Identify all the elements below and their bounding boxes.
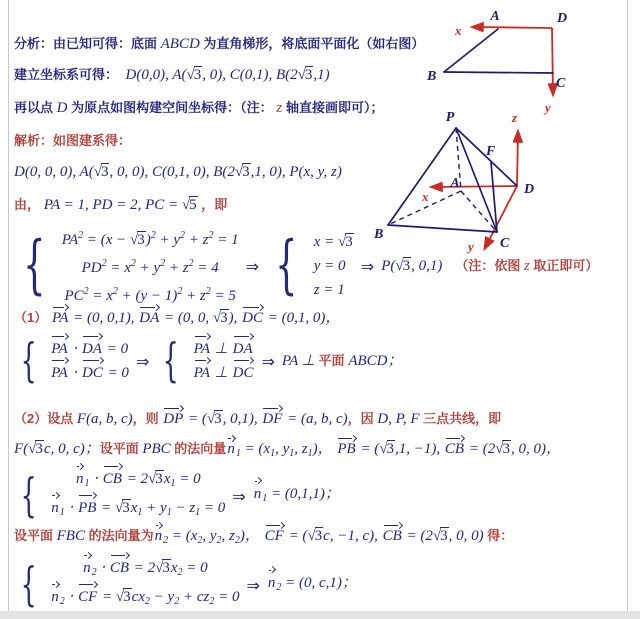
dot-product-group xyxy=(50,337,129,385)
implies-arrow: ⇒ xyxy=(135,351,150,371)
implies-arrow: ⇒ xyxy=(232,486,246,506)
distance-conditions-line: 由， PA = 1, PD = 2, PC = √5 ，即 xyxy=(14,197,228,213)
pa-perp-plane-result: PA ⊥ 平面 ABCD； xyxy=(281,353,403,369)
label-c-2d: C xyxy=(556,76,566,91)
left-brace: { xyxy=(275,228,298,303)
hidden-edge-ac xyxy=(461,191,497,232)
point-p-result: P(√3, 0,1) xyxy=(381,258,443,274)
z-positive-note: （注：依图 z 取正即可） xyxy=(455,258,599,274)
label-b-2d: B xyxy=(427,69,437,84)
build-axes-note-line: 再以点 D 为原点如图构建空间坐标得：（注： z 轴直接画即可）； xyxy=(14,100,384,116)
solution-x: x = √3 xyxy=(313,234,353,250)
label-c-3d: C xyxy=(500,236,510,251)
left-brace: { xyxy=(20,557,37,612)
solution-group-xyz xyxy=(314,230,354,302)
edge-bc-2d xyxy=(444,72,553,73)
edge-bc xyxy=(388,225,497,232)
normal-vector-n1-line: F(√3c, 0, c)；设平面 PBC 的法向量n1 = (x1, y1, z1)， PB = (√3,1, −1), CB = (2√3, 0, 0)， xyxy=(14,441,561,459)
implies-arrow: ⇒ xyxy=(261,351,275,371)
n1-dot-pb: n1 ⋅ PB = √3x1 + y1 − z1 = 0 xyxy=(50,496,225,525)
z-axis-label-3d: z xyxy=(512,110,518,125)
dot-pa-da: PA ⋅ DA = 0 xyxy=(50,337,128,361)
y-axis-2d xyxy=(552,28,553,94)
label-b-3d: B xyxy=(374,227,384,242)
label-a-3d: A xyxy=(450,176,460,191)
dot-pa-dc: PA ⋅ DC = 0 xyxy=(50,361,129,385)
n1-result: n1 = (0,1,1)； xyxy=(253,482,340,511)
n2-dot-cf: n2 ⋅ CF = √3cx2 − y2 + cz2 = 0 xyxy=(50,585,239,614)
left-brace: { xyxy=(23,228,46,303)
analysis-line: 分析：由已知可得：底面 ABCD 为直角梯形，将底面平面化（如右图） xyxy=(14,36,425,52)
part2-collinear-line: （2）设点 F(a, b, c)，则 DP = (√3, 0,1), DF = (a, b, c)，因 D, P, F 三点共线，即 xyxy=(14,408,501,430)
n2-result: n2 = (0, c,1)； xyxy=(267,571,357,600)
x-axis-2d xyxy=(473,27,552,28)
solution-z: z = 1 xyxy=(313,282,345,298)
perp-pa-da: PA ⊥ DA xyxy=(193,337,254,361)
y-axis-label-2d: y xyxy=(545,100,551,115)
implies-arrow: ⇒ xyxy=(245,256,260,276)
label-a-2d: A xyxy=(490,9,500,24)
pyramid-diagram xyxy=(370,105,640,265)
n1-dot-cb: n1 ⋅ CB = 2√3x1 = 0 xyxy=(75,467,201,496)
solution-y: y = 0 xyxy=(313,258,346,274)
equation-pd: $PD^2 = x^2 + y^2 + z^2 = 4$ xyxy=(81,258,219,276)
perp-pa-dc: PA ⊥ DC xyxy=(193,361,255,385)
equation-group-pa-pd-pc xyxy=(62,224,239,308)
implies-arrow: ⇒ xyxy=(360,256,375,276)
label-d-3d: D xyxy=(524,182,535,197)
z-axis-3d xyxy=(517,132,518,186)
label-d-2d: D xyxy=(557,11,568,26)
n2-dot-cb: n2 ⋅ CB = 2√3x2 = 0 xyxy=(82,556,208,585)
equation-pc: $PC^2 = x^2 + (y - 1)^2 + z^2 = 5$ xyxy=(64,286,236,304)
x-axis-label-2d: x xyxy=(455,23,462,38)
jiexi-heading: 解析：如图建系得： xyxy=(14,133,132,148)
label-f-3d: F xyxy=(486,144,496,159)
label-p-3d: P xyxy=(445,110,455,125)
trapezoid-diagram xyxy=(425,2,640,117)
edge-ab-2d xyxy=(444,29,498,72)
n1-system xyxy=(14,467,340,525)
left-brace: { xyxy=(20,333,37,388)
coordinates-3d-line: D(0, 0, 0), A(√3, 0, 0), C(0,1, 0), B(2√3,1, 0), P(x, y, z) xyxy=(14,164,342,180)
left-brace: { xyxy=(20,468,37,523)
left-brace: { xyxy=(162,333,180,388)
equation-pa: $PA^2 = (x - √3)^2 + y^2 + z^2 = 1$ xyxy=(61,230,239,248)
x-axis-label-3d: x xyxy=(422,189,429,204)
n2-equation-group xyxy=(50,556,239,614)
perpendicular-group xyxy=(193,337,255,385)
perpendicular-system xyxy=(14,333,403,388)
left-border-line xyxy=(8,0,9,619)
y-axis-label-3d: y xyxy=(468,239,474,254)
x-axis-3d xyxy=(432,186,517,187)
edge-pb xyxy=(388,128,456,225)
n1-equation-group xyxy=(50,467,225,525)
normal-vector-n2-line: 设平面 FBC 的法向量为n2 = (x2, y2, z2)， CF = (√3c, −1, c), CB = (2√3, 0, 0) 得： xyxy=(14,528,514,546)
part1-vectors-line: （1） PA = (0, 0,1), DA = (0, 0, √3), DC = (0,1, 0)， xyxy=(14,307,340,329)
coordinates-2d-line: 建立坐标系可得： D(0,0), A(√3, 0), C(0,1), B(2√3,1) xyxy=(14,67,330,83)
implies-arrow: ⇒ xyxy=(246,575,260,595)
n2-system xyxy=(14,556,357,614)
edge-fc xyxy=(491,162,497,232)
